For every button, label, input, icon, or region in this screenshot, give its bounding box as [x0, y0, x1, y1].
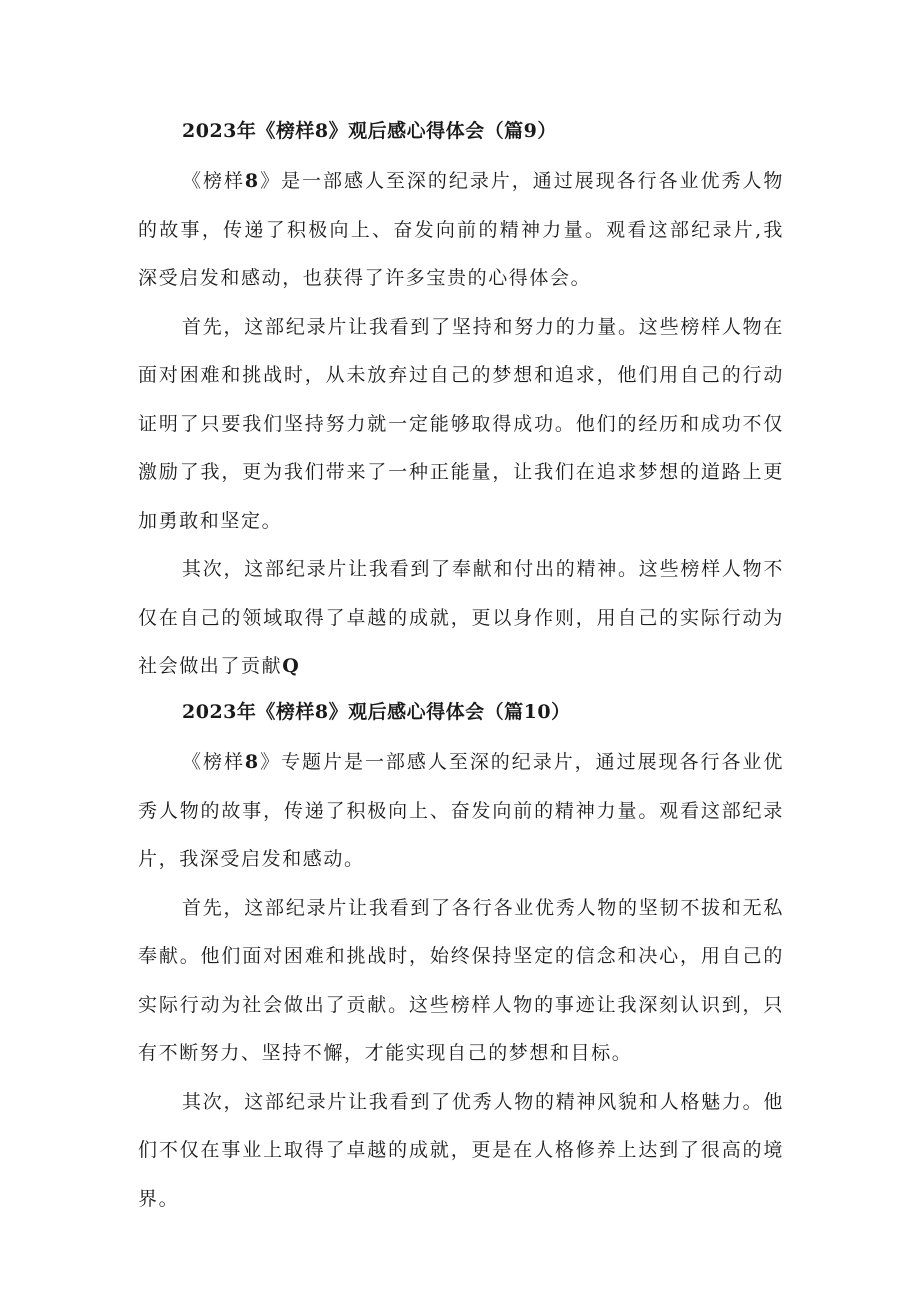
paragraph-prefix: 《榜样: [182, 170, 245, 192]
heading-part-number: 9: [523, 120, 538, 142]
heading-text: 》观后感心得体会（篇: [328, 701, 524, 723]
paragraph: [138, 545, 784, 691]
section-body-9: [138, 157, 784, 691]
heading-number: 8: [314, 701, 329, 723]
heading-text: 》观后感心得体会（篇: [328, 120, 524, 142]
paragraph: 首先，这部纪录片让我看到了坚持和努力的力量。这些榜样人物在面对困难和挑战时，从未放弃过自己的梦想和追求，他们用自己的行动证明了只要我们坚持努力就一定能够取得成功。他们的经历和成功不仅激励了我，更为我们带来了一种正能量，让我们在追求梦想的道路上更加勇敢和坚定。: [138, 315, 784, 532]
section-heading-10: [138, 698, 828, 727]
section-heading-9: [138, 117, 828, 146]
paragraph-prefix: 《榜样: [182, 751, 245, 773]
paragraph-tail: Q: [282, 655, 301, 677]
paragraph: [138, 738, 784, 884]
heading-text: 年《榜样: [236, 120, 315, 142]
heading-text: ）: [551, 701, 571, 723]
paragraph: [138, 157, 784, 303]
paragraph-text: 》是一部感人至深的纪录片，通过展现各行各业优秀人物的故事，传递了积极向上、奋发向前的精神力量。观看这部纪录片,我深受启发和感动，也获得了许多宝贵的心得体会。: [138, 170, 784, 289]
heading-year: 2023: [182, 120, 237, 142]
paragraph: 首先，这部纪录片让我看到了各行各业优秀人物的坚韧不拔和无私奉献。他们面对困难和挑战时，始终保持坚定的信念和决心，用自己的实际行动为社会做出了贡献。这些榜样人物的事迹让我深刻认识到，只有不断努力、坚持不懈，才能实现自己的梦想和目标。: [138, 896, 784, 1064]
heading-number: 8: [314, 120, 329, 142]
heading-text: ）: [537, 120, 557, 142]
section-body-10: [138, 738, 784, 1223]
paragraph-number: 8: [244, 170, 260, 192]
paragraph: 其次，这部纪录片让我看到了优秀人物的精神风貌和人格魅力。他们不仅在事业上取得了卓越的成就，更是在人格修养上达到了很高的境界。: [138, 1090, 784, 1210]
paragraph-number: 8: [244, 751, 260, 773]
heading-text: 年《榜样: [236, 701, 315, 723]
heading-part-number: 10: [523, 701, 552, 723]
heading-year: 2023: [182, 701, 237, 723]
paragraph-text: 其次，这部纪录片让我看到了奉献和付出的精神。这些榜样人物不仅在自己的领域取得了卓越的成就，更以身作则，用自己的实际行动为社会做出了贡献: [138, 558, 784, 677]
paragraph-text: 》专题片是一部感人至深的纪录片，通过展现各行各业优秀人物的故事，传递了积极向上、奋发向前的精神力量。观看这部纪录片，我深受启发和感动。: [138, 751, 784, 870]
